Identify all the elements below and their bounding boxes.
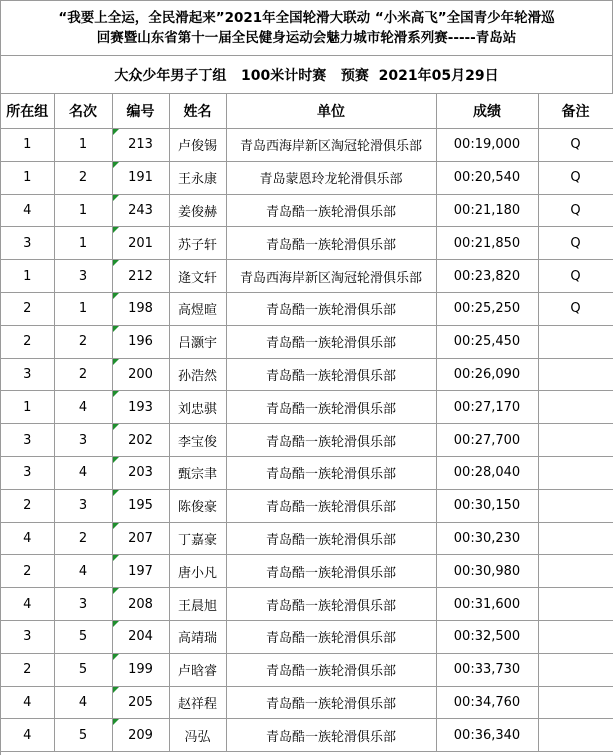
cell-athlete-name: 冯弘 — [169, 719, 226, 752]
cell-note — [538, 719, 613, 752]
cell-number: 199 — [112, 653, 169, 686]
cell-result: 00:23,820 — [436, 260, 538, 293]
header-number: 编号 — [112, 94, 169, 129]
cell-result: 00:28,040 — [436, 456, 538, 489]
cell-athlete-name: 王晨旭 — [169, 588, 226, 621]
cell-group: 3 — [1, 227, 54, 260]
cell-number: 243 — [112, 194, 169, 227]
table-row — [1, 161, 613, 194]
cell-group: 1 — [1, 161, 54, 194]
cell-club: 青岛酷一族轮滑俱乐部 — [226, 620, 436, 653]
cell-athlete-name: 吕灏宇 — [169, 325, 226, 358]
header-club: 单位 — [226, 94, 436, 129]
cell-athlete-name: 逄文轩 — [169, 260, 226, 293]
header-name: 姓名 — [169, 94, 226, 129]
cell-rank: 4 — [54, 391, 112, 424]
cell-group: 4 — [1, 719, 54, 752]
title-line-1: “我要上全运，全民滑起来”2021年全国轮滑大联动 “小米高飞”全国青少年轮滑巡 — [58, 10, 555, 26]
cell-note: Q — [538, 260, 613, 293]
cell-number: 208 — [112, 588, 169, 621]
cell-note: Q — [538, 194, 613, 227]
cell-club: 青岛酷一族轮滑俱乐部 — [226, 391, 436, 424]
cell-result: 00:21,850 — [436, 227, 538, 260]
cell-number: 209 — [112, 719, 169, 752]
cell-group: 1 — [1, 260, 54, 293]
cell-result: 00:36,340 — [436, 719, 538, 752]
results-table — [1, 94, 613, 752]
cell-result: 00:30,150 — [436, 489, 538, 522]
cell-rank: 3 — [54, 260, 112, 293]
cell-result: 00:33,730 — [436, 653, 538, 686]
cell-club: 青岛酷一族轮滑俱乐部 — [226, 194, 436, 227]
table-row — [1, 358, 613, 391]
table-row — [1, 522, 613, 555]
table-row — [1, 325, 613, 358]
cell-athlete-name: 赵祥程 — [169, 686, 226, 719]
cell-rank: 4 — [54, 456, 112, 489]
cell-rank: 5 — [54, 620, 112, 653]
table-row — [1, 292, 613, 325]
cell-rank: 2 — [54, 325, 112, 358]
cell-rank: 3 — [54, 424, 112, 457]
cell-result: 00:19,000 — [436, 129, 538, 162]
cell-rank: 1 — [54, 292, 112, 325]
cell-group: 3 — [1, 456, 54, 489]
cell-athlete-name: 甄宗聿 — [169, 456, 226, 489]
cell-group: 4 — [1, 588, 54, 621]
cell-club: 青岛酷一族轮滑俱乐部 — [226, 653, 436, 686]
cell-club: 青岛西海岸新区淘冠轮滑俱乐部 — [226, 260, 436, 293]
cell-result: 00:30,230 — [436, 522, 538, 555]
cell-number: 198 — [112, 292, 169, 325]
cell-number: 207 — [112, 522, 169, 555]
cell-note — [538, 391, 613, 424]
cell-group: 2 — [1, 292, 54, 325]
cell-club: 青岛酷一族轮滑俱乐部 — [226, 719, 436, 752]
cell-note: Q — [538, 227, 613, 260]
title-block — [1, 1, 613, 56]
cell-note: Q — [538, 129, 613, 162]
cell-group: 4 — [1, 522, 54, 555]
table-row — [1, 686, 613, 719]
cell-result: 00:20,540 — [436, 161, 538, 194]
table-row — [1, 194, 613, 227]
table-row — [1, 227, 613, 260]
cell-result: 00:30,980 — [436, 555, 538, 588]
cell-club: 青岛酷一族轮滑俱乐部 — [226, 325, 436, 358]
cell-group: 3 — [1, 358, 54, 391]
cell-number: 204 — [112, 620, 169, 653]
cell-rank: 2 — [54, 161, 112, 194]
table-row — [1, 260, 613, 293]
cell-note — [538, 424, 613, 457]
cell-rank: 4 — [54, 686, 112, 719]
cell-note — [538, 489, 613, 522]
cell-number: 203 — [112, 456, 169, 489]
cell-group: 4 — [1, 194, 54, 227]
cell-number: 213 — [112, 129, 169, 162]
header-rank: 名次 — [54, 94, 112, 129]
cell-note — [538, 686, 613, 719]
cell-note — [538, 620, 613, 653]
cell-club: 青岛酷一族轮滑俱乐部 — [226, 424, 436, 457]
cell-number: 200 — [112, 358, 169, 391]
cell-rank: 1 — [54, 194, 112, 227]
header-note: 备注 — [538, 94, 613, 129]
event-subtitle: 大众少年男子丁组 100米计时赛 预赛 2021年05月29日 — [1, 56, 613, 94]
cell-group: 2 — [1, 325, 54, 358]
cell-club: 青岛酷一族轮滑俱乐部 — [226, 555, 436, 588]
cell-note: Q — [538, 292, 613, 325]
cell-club: 青岛酷一族轮滑俱乐部 — [226, 227, 436, 260]
cell-club: 青岛酷一族轮滑俱乐部 — [226, 358, 436, 391]
cell-number: 196 — [112, 325, 169, 358]
table-row — [1, 555, 613, 588]
cell-number: 197 — [112, 555, 169, 588]
cell-athlete-name: 王永康 — [169, 161, 226, 194]
cell-number: 202 — [112, 424, 169, 457]
cell-group: 3 — [1, 620, 54, 653]
cell-club: 青岛蒙恩玲龙轮滑俱乐部 — [226, 161, 436, 194]
cell-note — [538, 325, 613, 358]
cell-result: 00:34,760 — [436, 686, 538, 719]
cell-number: 193 — [112, 391, 169, 424]
title-line-2: 回赛暨山东省第十一届全民健身运动会魅力城市轮滑系列赛-----青岛站 — [96, 30, 517, 46]
table-row — [1, 653, 613, 686]
cell-rank: 4 — [54, 555, 112, 588]
cell-group: 2 — [1, 555, 54, 588]
cell-club: 青岛西海岸新区淘冠轮滑俱乐部 — [226, 129, 436, 162]
cell-athlete-name: 高煜暄 — [169, 292, 226, 325]
cell-rank: 3 — [54, 588, 112, 621]
cell-rank: 3 — [54, 489, 112, 522]
cell-athlete-name: 高靖瑞 — [169, 620, 226, 653]
cell-group: 1 — [1, 391, 54, 424]
cell-athlete-name: 卢晗睿 — [169, 653, 226, 686]
cell-result: 00:25,250 — [436, 292, 538, 325]
cell-note — [538, 653, 613, 686]
cell-rank: 2 — [54, 358, 112, 391]
cell-note — [538, 555, 613, 588]
cell-athlete-name: 丁嘉豪 — [169, 522, 226, 555]
cell-athlete-name: 孙浩然 — [169, 358, 226, 391]
table-row — [1, 424, 613, 457]
cell-number: 205 — [112, 686, 169, 719]
header-row — [1, 94, 613, 129]
cell-rank: 1 — [54, 227, 112, 260]
cell-club: 青岛酷一族轮滑俱乐部 — [226, 456, 436, 489]
cell-note — [538, 358, 613, 391]
table-row — [1, 489, 613, 522]
table-row — [1, 620, 613, 653]
cell-group: 2 — [1, 489, 54, 522]
cell-note — [538, 456, 613, 489]
cell-club: 青岛酷一族轮滑俱乐部 — [226, 588, 436, 621]
cell-note: Q — [538, 161, 613, 194]
cell-result: 00:27,700 — [436, 424, 538, 457]
cell-rank: 1 — [54, 129, 112, 162]
cell-club: 青岛酷一族轮滑俱乐部 — [226, 489, 436, 522]
cell-athlete-name: 刘忠骐 — [169, 391, 226, 424]
cell-number: 212 — [112, 260, 169, 293]
cell-athlete-name: 唐小凡 — [169, 555, 226, 588]
header-result: 成绩 — [436, 94, 538, 129]
cell-note — [538, 588, 613, 621]
cell-result: 00:25,450 — [436, 325, 538, 358]
cell-result: 00:31,600 — [436, 588, 538, 621]
cell-group: 3 — [1, 424, 54, 457]
table-row — [1, 719, 613, 752]
cell-note — [538, 522, 613, 555]
cell-group: 1 — [1, 129, 54, 162]
cell-athlete-name: 苏子轩 — [169, 227, 226, 260]
header-group: 所在组 — [1, 94, 54, 129]
cell-number: 191 — [112, 161, 169, 194]
cell-result: 00:21,180 — [436, 194, 538, 227]
cell-club: 青岛酷一族轮滑俱乐部 — [226, 686, 436, 719]
cell-number: 201 — [112, 227, 169, 260]
cell-athlete-name: 姜俊赫 — [169, 194, 226, 227]
cell-club: 青岛酷一族轮滑俱乐部 — [226, 292, 436, 325]
table-row — [1, 456, 613, 489]
table-row — [1, 588, 613, 621]
cell-rank: 5 — [54, 653, 112, 686]
cell-group: 2 — [1, 653, 54, 686]
cell-athlete-name: 卢俊锡 — [169, 129, 226, 162]
cell-rank: 2 — [54, 522, 112, 555]
cell-group: 4 — [1, 686, 54, 719]
cell-club: 青岛酷一族轮滑俱乐部 — [226, 522, 436, 555]
cell-number: 195 — [112, 489, 169, 522]
cell-athlete-name: 李宝俊 — [169, 424, 226, 457]
table-row — [1, 391, 613, 424]
cell-result: 00:32,500 — [436, 620, 538, 653]
table-row — [1, 129, 613, 162]
cell-result: 00:27,170 — [436, 391, 538, 424]
cell-athlete-name: 陈俊豪 — [169, 489, 226, 522]
cell-rank: 5 — [54, 719, 112, 752]
results-body — [1, 129, 613, 752]
cell-result: 00:26,090 — [436, 358, 538, 391]
